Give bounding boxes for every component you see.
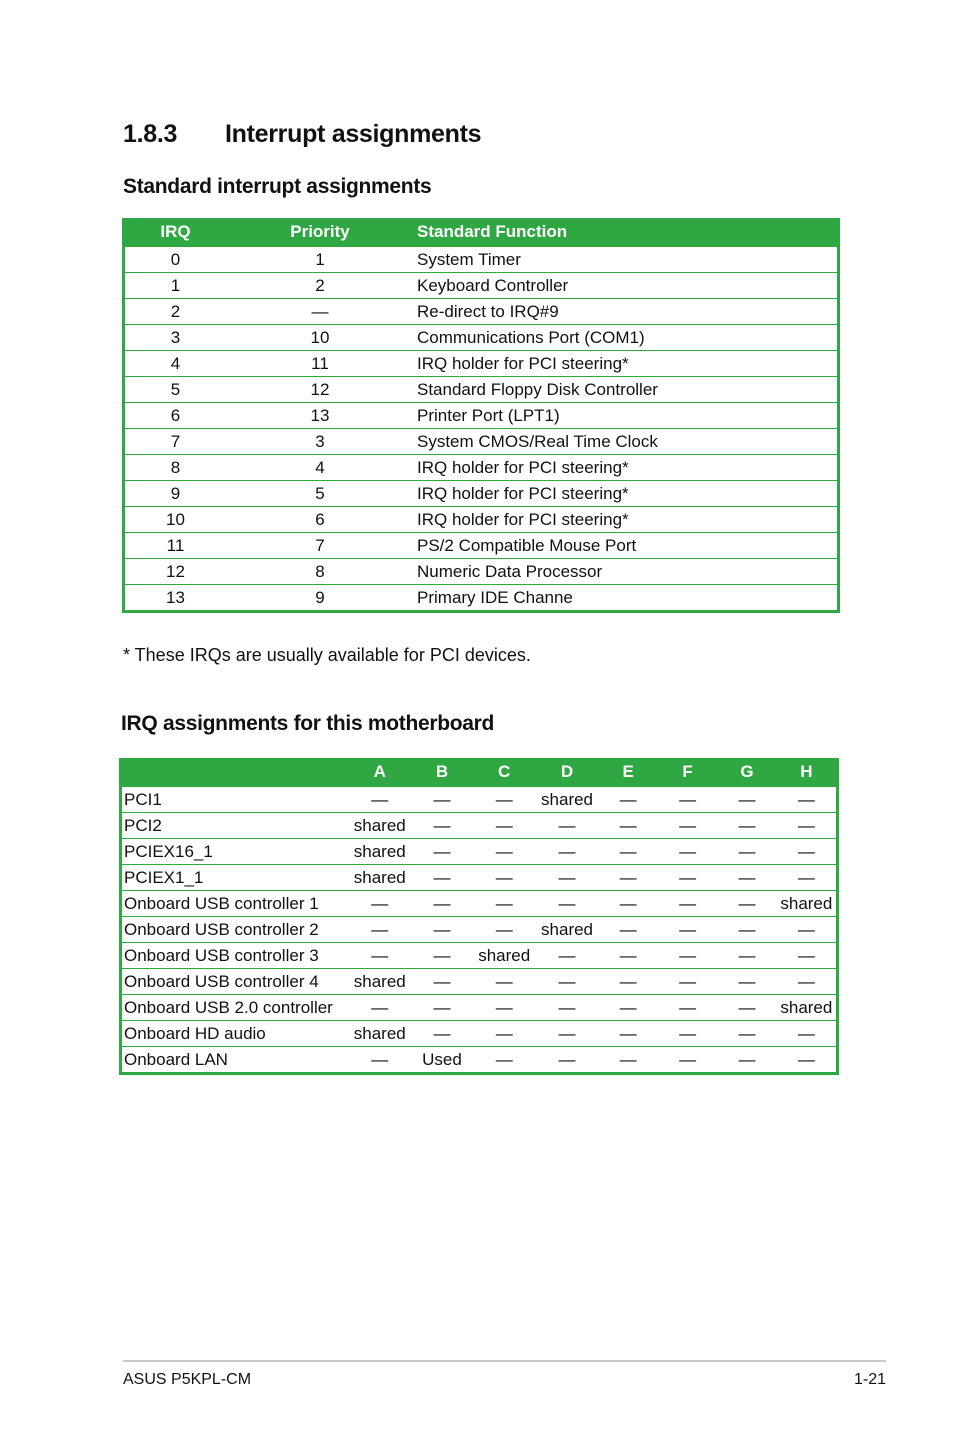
priority-cell: 3 bbox=[226, 429, 414, 455]
priority-cell: 9 bbox=[226, 585, 414, 611]
assignment-cell: — bbox=[717, 787, 776, 813]
priority-cell: 13 bbox=[226, 403, 414, 429]
motherboard-table-title: IRQ assignments for this motherboard bbox=[121, 712, 495, 735]
device-cell: Onboard USB 2.0 controller bbox=[122, 995, 348, 1021]
assignment-cell: — bbox=[777, 1047, 836, 1073]
table-row bbox=[125, 559, 837, 585]
priority-cell: 4 bbox=[226, 455, 414, 481]
assignment-cell: — bbox=[536, 1047, 599, 1073]
header-col-a: A bbox=[348, 758, 411, 787]
assignment-cell: — bbox=[717, 865, 776, 891]
device-cell: Onboard HD audio bbox=[122, 1021, 348, 1047]
assignment-cell: — bbox=[717, 1021, 776, 1047]
assignment-cell: — bbox=[348, 995, 411, 1021]
header-priority: Priority bbox=[226, 218, 414, 247]
assignment-cell: shared bbox=[777, 891, 836, 917]
table-row bbox=[122, 787, 836, 813]
standard-table-body bbox=[125, 247, 837, 611]
priority-cell: 11 bbox=[226, 351, 414, 377]
assignment-cell: — bbox=[777, 969, 836, 995]
function-cell: IRQ holder for PCI steering* bbox=[414, 455, 837, 481]
assignment-cell: — bbox=[658, 891, 717, 917]
device-cell: Onboard USB controller 3 bbox=[122, 943, 348, 969]
table-row bbox=[125, 507, 837, 533]
function-cell: IRQ holder for PCI steering* bbox=[414, 507, 837, 533]
assignment-cell: — bbox=[473, 917, 536, 943]
priority-cell: 7 bbox=[226, 533, 414, 559]
assignment-cell: — bbox=[411, 1021, 473, 1047]
assignment-cell: — bbox=[658, 969, 717, 995]
device-cell: PCIEX16_1 bbox=[122, 839, 348, 865]
assignment-cell: — bbox=[411, 943, 473, 969]
device-cell: Onboard USB controller 2 bbox=[122, 917, 348, 943]
device-cell: PCI1 bbox=[122, 787, 348, 813]
table-row bbox=[122, 865, 836, 891]
assignment-cell: — bbox=[536, 813, 599, 839]
irq-cell: 13 bbox=[125, 585, 226, 611]
assignment-cell: — bbox=[598, 1047, 657, 1073]
header-col-f: F bbox=[658, 758, 717, 787]
irq-cell: 8 bbox=[125, 455, 226, 481]
assignment-cell: — bbox=[473, 839, 536, 865]
table-row bbox=[122, 891, 836, 917]
assignment-cell: — bbox=[658, 943, 717, 969]
priority-cell: — bbox=[226, 299, 414, 325]
priority-cell: 2 bbox=[226, 273, 414, 299]
assignment-cell: shared bbox=[348, 839, 411, 865]
assignment-cell: — bbox=[598, 917, 657, 943]
header-col-d: D bbox=[536, 758, 599, 787]
priority-cell: 12 bbox=[226, 377, 414, 403]
assignment-cell: — bbox=[717, 917, 776, 943]
assignment-cell: — bbox=[473, 891, 536, 917]
footer-page-number: 1-21 bbox=[853, 1371, 886, 1388]
assignment-cell: — bbox=[717, 1047, 776, 1073]
device-cell: Onboard USB controller 1 bbox=[122, 891, 348, 917]
function-cell: IRQ holder for PCI steering* bbox=[414, 481, 837, 507]
assignment-cell: shared bbox=[348, 969, 411, 995]
standard-table-header bbox=[125, 218, 837, 247]
header-col-c: C bbox=[473, 758, 536, 787]
assignment-cell: — bbox=[536, 839, 599, 865]
function-cell: System CMOS/Real Time Clock bbox=[414, 429, 837, 455]
assignment-cell: — bbox=[411, 891, 473, 917]
assignment-cell: — bbox=[411, 839, 473, 865]
section-title bbox=[123, 120, 481, 149]
irq-cell: 3 bbox=[125, 325, 226, 351]
table-row bbox=[125, 299, 837, 325]
header-device bbox=[122, 758, 348, 787]
assignment-cell: — bbox=[536, 943, 599, 969]
header-col-e: E bbox=[598, 758, 657, 787]
device-cell: PCIEX1_1 bbox=[122, 865, 348, 891]
assignment-cell: — bbox=[598, 839, 657, 865]
assignment-cell: — bbox=[598, 1021, 657, 1047]
footer-product: ASUS P5KPL-CM bbox=[123, 1371, 252, 1388]
irq-cell: 10 bbox=[125, 507, 226, 533]
assignment-cell: — bbox=[348, 891, 411, 917]
assignment-cell: — bbox=[348, 943, 411, 969]
assignment-cell: — bbox=[777, 1021, 836, 1047]
assignment-cell: — bbox=[411, 917, 473, 943]
assignment-cell: — bbox=[473, 787, 536, 813]
priority-cell: 1 bbox=[226, 247, 414, 273]
device-cell: Onboard USB controller 4 bbox=[122, 969, 348, 995]
assignment-cell: — bbox=[717, 995, 776, 1021]
assignment-cell: — bbox=[348, 1047, 411, 1073]
assignment-cell: — bbox=[658, 1021, 717, 1047]
assignment-cell: — bbox=[473, 969, 536, 995]
assignment-cell: — bbox=[717, 969, 776, 995]
irq-cell: 0 bbox=[125, 247, 226, 273]
assignment-cell: — bbox=[658, 865, 717, 891]
table-row bbox=[125, 403, 837, 429]
assignment-cell: — bbox=[658, 813, 717, 839]
assignment-cell: — bbox=[658, 995, 717, 1021]
function-cell: Communications Port (COM1) bbox=[414, 325, 837, 351]
header-col-b: B bbox=[411, 758, 473, 787]
assignment-cell: shared bbox=[348, 813, 411, 839]
table-row bbox=[125, 429, 837, 455]
assignment-cell: — bbox=[348, 917, 411, 943]
function-cell: Standard Floppy Disk Controller bbox=[414, 377, 837, 403]
table-row bbox=[122, 969, 836, 995]
assignment-cell: — bbox=[411, 865, 473, 891]
irq-cell: 5 bbox=[125, 377, 226, 403]
assignment-cell: — bbox=[598, 787, 657, 813]
assignment-cell: — bbox=[598, 995, 657, 1021]
assignment-cell: — bbox=[777, 865, 836, 891]
table-row bbox=[122, 917, 836, 943]
irq-cell: 7 bbox=[125, 429, 226, 455]
motherboard-irq-table bbox=[119, 758, 839, 1075]
motherboard-table-body bbox=[122, 787, 836, 1073]
assignment-cell: — bbox=[777, 839, 836, 865]
function-cell: Keyboard Controller bbox=[414, 273, 837, 299]
function-cell: Re-direct to IRQ#9 bbox=[414, 299, 837, 325]
assignment-cell: — bbox=[411, 813, 473, 839]
function-cell: Numeric Data Processor bbox=[414, 559, 837, 585]
header-function: Standard Function bbox=[414, 218, 837, 247]
table-row bbox=[122, 1021, 836, 1047]
table-row bbox=[125, 533, 837, 559]
irq-cell: 11 bbox=[125, 533, 226, 559]
header-col-g: G bbox=[717, 758, 776, 787]
function-cell: IRQ holder for PCI steering* bbox=[414, 351, 837, 377]
assignment-cell: — bbox=[777, 917, 836, 943]
footnote: * These IRQs are usually available for PCI devices. bbox=[123, 645, 531, 665]
assignment-cell: — bbox=[777, 943, 836, 969]
table-row bbox=[125, 325, 837, 351]
irq-cell: 12 bbox=[125, 559, 226, 585]
assignment-cell: — bbox=[658, 839, 717, 865]
function-cell: System Timer bbox=[414, 247, 837, 273]
irq-cell: 6 bbox=[125, 403, 226, 429]
irq-cell: 9 bbox=[125, 481, 226, 507]
assignment-cell: shared bbox=[348, 1021, 411, 1047]
assignment-cell: — bbox=[411, 969, 473, 995]
device-cell: Onboard LAN bbox=[122, 1047, 348, 1073]
table-row bbox=[122, 995, 836, 1021]
assignment-cell: shared bbox=[348, 865, 411, 891]
function-cell: PS/2 Compatible Mouse Port bbox=[414, 533, 837, 559]
assignment-cell: — bbox=[473, 1021, 536, 1047]
assignment-cell: — bbox=[473, 1047, 536, 1073]
priority-cell: 8 bbox=[226, 559, 414, 585]
assignment-cell: — bbox=[777, 813, 836, 839]
table-row bbox=[125, 481, 837, 507]
table-row bbox=[122, 813, 836, 839]
assignment-cell: — bbox=[473, 813, 536, 839]
device-cell: PCI2 bbox=[122, 813, 348, 839]
assignment-cell: — bbox=[777, 787, 836, 813]
assignment-cell: — bbox=[411, 995, 473, 1021]
assignment-cell: — bbox=[717, 891, 776, 917]
priority-cell: 10 bbox=[226, 325, 414, 351]
assignment-cell: — bbox=[536, 969, 599, 995]
header-irq: IRQ bbox=[125, 218, 226, 247]
assignment-cell: — bbox=[717, 839, 776, 865]
section-heading: Interrupt assignments bbox=[225, 120, 482, 148]
assignment-cell: shared bbox=[536, 787, 599, 813]
table-row bbox=[125, 377, 837, 403]
header-col-h: H bbox=[777, 758, 836, 787]
motherboard-table-header bbox=[122, 758, 836, 787]
standard-table-title: Standard interrupt assignments bbox=[123, 175, 432, 198]
assignment-cell: — bbox=[536, 891, 599, 917]
assignment-cell: — bbox=[598, 969, 657, 995]
assignment-cell: — bbox=[536, 1021, 599, 1047]
assignment-cell: — bbox=[717, 813, 776, 839]
assignment-cell: — bbox=[536, 995, 599, 1021]
assignment-cell: Used bbox=[411, 1047, 473, 1073]
priority-cell: 6 bbox=[226, 507, 414, 533]
table-row bbox=[125, 585, 837, 611]
irq-cell: 4 bbox=[125, 351, 226, 377]
assignment-cell: — bbox=[598, 865, 657, 891]
assignment-cell: — bbox=[598, 891, 657, 917]
irq-cell: 2 bbox=[125, 299, 226, 325]
table-row bbox=[122, 1047, 836, 1073]
table-row bbox=[125, 351, 837, 377]
table-row bbox=[122, 839, 836, 865]
section-number: 1.8.3 bbox=[123, 120, 178, 148]
assignment-cell: — bbox=[473, 995, 536, 1021]
priority-cell: 5 bbox=[226, 481, 414, 507]
table-row bbox=[122, 943, 836, 969]
assignment-cell: — bbox=[536, 865, 599, 891]
table-row bbox=[125, 273, 837, 299]
assignment-cell: shared bbox=[777, 995, 836, 1021]
assignment-cell: shared bbox=[473, 943, 536, 969]
assignment-cell: — bbox=[598, 943, 657, 969]
function-cell: Printer Port (LPT1) bbox=[414, 403, 837, 429]
function-cell: Primary IDE Channe bbox=[414, 585, 837, 611]
standard-interrupt-table bbox=[122, 218, 840, 613]
assignment-cell: — bbox=[658, 1047, 717, 1073]
assignment-cell: — bbox=[598, 813, 657, 839]
table-row bbox=[125, 455, 837, 481]
irq-cell: 1 bbox=[125, 273, 226, 299]
assignment-cell: — bbox=[473, 865, 536, 891]
assignment-cell: — bbox=[658, 917, 717, 943]
assignment-cell: — bbox=[348, 787, 411, 813]
assignment-cell: — bbox=[658, 787, 717, 813]
table-row bbox=[125, 247, 837, 273]
assignment-cell: — bbox=[717, 943, 776, 969]
assignment-cell: shared bbox=[536, 917, 599, 943]
footer-divider bbox=[123, 1360, 886, 1362]
assignment-cell: — bbox=[411, 787, 473, 813]
